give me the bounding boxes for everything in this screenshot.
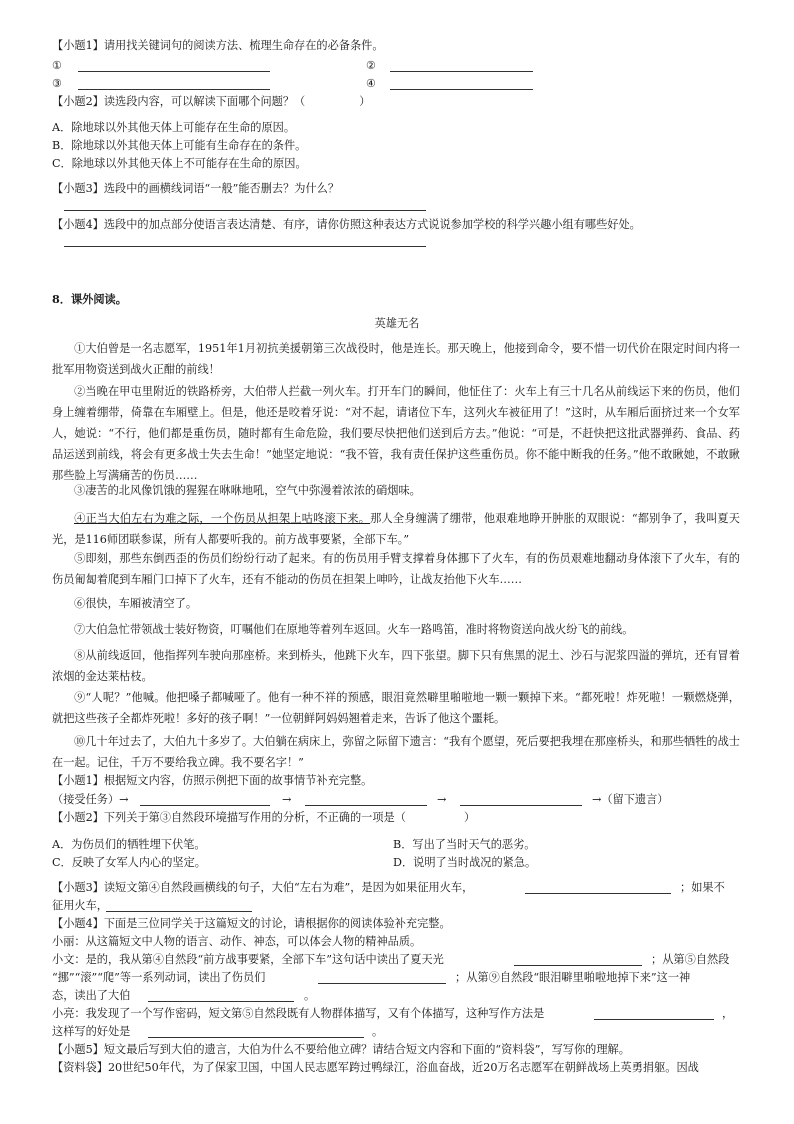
answer-blank-2[interactable] (390, 71, 533, 72)
plot-arrow-2: → (437, 793, 447, 806)
passage-title: 英雄无名 (374, 317, 420, 330)
sec1-question-1: 【小题1】请用找关键词句的阅读方法、梳理生命存在的必备条件。 (52, 39, 384, 52)
question-4-blank-5[interactable] (148, 1037, 364, 1038)
passage-paragraph-5 (52, 548, 740, 590)
answer-blank-1[interactable] (78, 71, 270, 72)
plot-start: （接受任务）→ (52, 793, 129, 806)
answer-label-3: ③ (52, 77, 63, 90)
paragraph-8-text: ⑧从前线返回，他指挥列车驶向那座桥。来到桥头，他跳下火车，四下张望。脚下只有焦黑的泥土、沙石与泥浆四溢的弹坑，还有冒着浓烟的金达莱枯枝。 (52, 649, 740, 683)
passage-paragraph-10 (52, 731, 740, 773)
paragraph-7-text: ⑦大伯急忙带领战士装好物资，叮嘱他们在原地等着列车返回。火车一路鸣笛，准时将物资送向战火纷飞的前线。 (74, 623, 634, 636)
question-2 (52, 810, 475, 826)
question-2-option-c: C．反映了女军人内心的坚定。 (52, 856, 206, 869)
question-3-line-1: 【小题3】读短文第④自然段画横线的句子，大伯“左右为难”，是因为如果征用火车， (52, 881, 474, 894)
question-2-text: 【小题2】下列关于第③自然段环境描写作用的分析，不正确的一项是（ (52, 811, 406, 824)
answer-label-2: ② (366, 59, 377, 72)
sec1-question-4: 【小题4】选段中的加点部分使语言表达清楚、有序，请你仿照这种表达方式说说参加学校的科学兴趣小组有哪些好处。 (52, 218, 641, 231)
question-2-option-d: D．说明了当时战况的紧急。 (393, 856, 537, 869)
answer-blank-4[interactable] (390, 89, 533, 90)
question-4: 【小题4】下面是三位同学关于这篇短文的讨论，请根据你的阅读体验补充完整。 (52, 917, 451, 930)
question-4-xiaowen-1: 小文：是的，我从第④自然段“前方战事要紧，全部下车”这句话中读出了夏天光 (52, 953, 444, 966)
paragraph-6-text: ⑥很快，车厢被清空了。 (74, 597, 198, 610)
answer-label-4: ④ (366, 77, 377, 90)
sec1-question-2-text: 【小题2】读选段内容，可以解读下面哪个问题？（ (52, 95, 306, 108)
question-4-xiaowen-3: 态，读出了大伯 (52, 989, 131, 1002)
passage-paragraph-9 (52, 687, 740, 729)
question-4-xiaowen-2-end: ；从第⑨自然段“眼泪噼里啪啦地掉下来”这一神 (455, 971, 691, 984)
sec1-question-3: 【小题3】选段中的画横线词语“一般”能否删去？为什么？ (52, 182, 340, 195)
sec1-option-c: C．除地球以外其他天体上不可能存在生命的原因。 (52, 157, 307, 170)
answer-blank-3[interactable] (78, 89, 270, 90)
answer-label-1: ① (52, 59, 63, 72)
plot-end: →（留下遗言） (592, 793, 669, 806)
paragraph-4-text: 那人全身缠满了绷带，他艰难地睁开肿胀的双眼说：“都别争了，我叫夏天光，是116师团联参谋，所有人都要听我的。前方战事要紧，全部下车。” (52, 512, 740, 546)
paragraph-3-text: ③凄苦的北风像饥饿的猩猩在咻咻地吼，空气中弥漫着浓浓的硝烟味。 (74, 484, 421, 497)
question-3-blank-2[interactable] (106, 911, 252, 912)
passage-paragraph-4 (52, 508, 740, 550)
question-2-close: ） (463, 811, 476, 824)
question-4-xiaoliang-2: 这样写的好处是 (52, 1025, 131, 1038)
section-heading: 8．课外阅读。 (52, 292, 127, 306)
paragraph-10-text: ⑩几十年过去了，大伯九十多岁了。大伯躺在病床上，弥留之际留下遗言：“我有个愿望，死后要把我埋在那座桥头，和那些牺牲的战士在一起。记住，千万不要给我立碑。我不要名字！” (52, 735, 740, 769)
question-4-xiaowen-2: “挪”“滚”“爬”等一系列动词，读出了伤员们 (52, 971, 266, 984)
paragraph-1-text: ①大伯曾是一名志愿军，1951年1月初抗美援朝第三次战役时，他是连长。那天晚上，他接到命令，要不惜一切代价在限定时间内将一批军用物资送到战火正酣的前线！ (52, 342, 740, 376)
paragraph-5-text: ⑤即刻，那些东倒西歪的伤员们纷纷行动了起来。有的伤员用手臂支撑着身体挪下了火车，有的伤员艰难地翻动身体滚下了火车，有的伤员匍匐着爬到车厢门口掉下了火车，还有不能动的伤员在担架上呻吟，让战友抬他下火车…… (52, 552, 740, 586)
question-4-xiaoliang-1-end: ， (722, 1007, 734, 1020)
passage-paragraph-3 (52, 480, 740, 501)
question-3-blank-1[interactable] (525, 893, 671, 894)
paragraph-2-text: ②当晚在甲屯里附近的铁路桥旁，大伯带人拦截一列火车。打开车门的瞬间，他怔住了：火车上有三十几名从前线运下来的伤员，他们身上缠着绷带，倚靠在车厢壁上。但是，他还是咬着牙说：“对不起，请诸位下车，这列火车被征用了！”这时，从车厢后面挤过来一个女军人，她说：“不行，他们都是重伤员，随时都有生命危险，我们要尽快把他们送到后方去。”他说：“可是，不赶快把这批武器弹药、食品、药品运送到前线，将会有更多战士失去生命！”她坚定地说：“我不管，我有责任保护这些重伤员。你不能中断我的任务。”他不敢瞅她，不敢瞅那些脸上写满痛苦的伤员…… (52, 385, 740, 482)
plot-blank-1[interactable] (140, 805, 270, 806)
question-4-blank-3[interactable] (148, 1001, 294, 1002)
passage-paragraph-6 (52, 593, 740, 614)
question-4-xiaowen-1-end: ；从第⑤自然段 (651, 953, 730, 966)
passage-paragraph-2 (52, 381, 740, 486)
plot-arrow-1: → (282, 793, 292, 806)
question-5: 【小题5】短文最后写到大伯的遗言，大伯为什么不要给他立碑？请结合短文内容和下面的“资料袋”，写写你的理解。 (52, 1043, 630, 1056)
question-4-xiaoliang-1: 小亮：我发现了一个写作密码，短文第⑤自然段既有人物群体描写，又有个体描写，这种写作方法是 (52, 1007, 545, 1020)
sec1-option-a: A．除地球以外其他天体上可能存在生命的原因。 (52, 121, 296, 134)
plot-blank-2[interactable] (305, 805, 427, 806)
question-4-blank-2[interactable] (318, 983, 446, 984)
paragraph-9-text: ⑨“人呢？”他喊。他把嗓子都喊哑了。他有一种不祥的预感，眼泪竟然噼里啪啦地一颗一颗掉下来。“都死啦！炸死啦！一颗燃烧弹，就把这些孩子全都炸死啦！多好的孩子啊！”一位朝鲜阿妈妈翘着走来，告诉了他这个噩耗。 (52, 691, 740, 725)
sec1-q4-answer-line[interactable] (64, 246, 426, 247)
question-1: 【小题1】根据短文内容，仿照示例把下面的故事情节补充完整。 (52, 774, 373, 787)
underlined-sentence: ④正当大伯左右为难之际，一个伤员从担架上咕咚滚下来。 (74, 512, 371, 525)
plot-blank-3[interactable] (460, 805, 582, 806)
passage-paragraph-8 (52, 645, 740, 687)
sec1-q3-answer-line[interactable] (64, 210, 426, 211)
sec1-question-2 (52, 94, 370, 110)
sec1-question-2-close: ） (359, 95, 371, 108)
question-4-blank-1[interactable] (514, 965, 642, 966)
question-3-line-1-end: ；如果不 (680, 881, 725, 894)
question-4-xiaoliang-2-end: 。 (372, 1025, 384, 1038)
question-2-option-b: B．写出了当时天气的恶劣。 (393, 838, 536, 851)
resource-bag: 【资料袋】20世纪50年代，为了保家卫国，中国人民志愿军跨过鸭绿江，浴血奋战，近20万名志愿军在朝鲜战场上英勇捐躯。因战 (52, 1061, 699, 1074)
question-4-xiaoli: 小丽：从这篇短文中人物的语言、动作、神态，可以体会人物的精神品质。 (52, 935, 422, 948)
sec1-option-b: B．除地球以外其他天体上可能有生命存在的条件。 (52, 139, 307, 152)
passage-paragraph-1 (52, 338, 740, 380)
passage-paragraph-7 (52, 619, 740, 640)
question-4-xiaowen-3-end: 。 (304, 989, 316, 1002)
question-2-option-a: A．为伤员们的牺牲埋下伏笔。 (52, 838, 206, 851)
question-3-line-2: 征用火车， (52, 899, 108, 912)
question-4-blank-4[interactable] (594, 1019, 714, 1020)
